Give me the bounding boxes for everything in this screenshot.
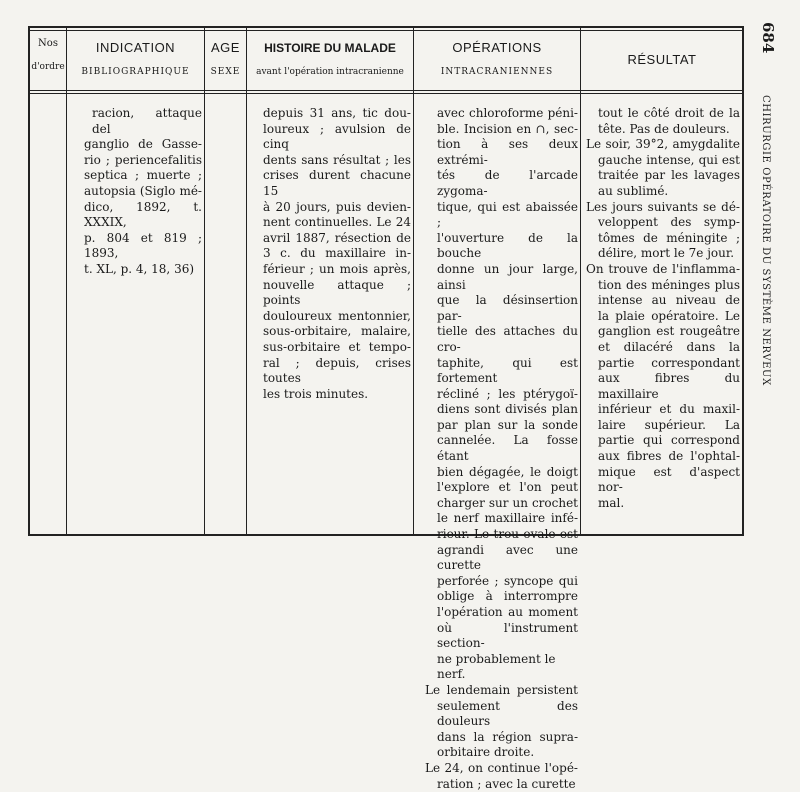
text-line: ganglion est rougeâtre	[598, 324, 740, 339]
text-line: taphite, qui est fortement	[437, 355, 578, 386]
header-rule-double	[28, 93, 744, 94]
text-line: charger sur un crochet	[437, 495, 578, 510]
column-divider-4	[413, 26, 414, 536]
header-num-sub: d'ordre	[31, 62, 65, 72]
text-line: inférieur et du maxil-	[598, 402, 740, 417]
text-line: aux fibres de l'ophtal-	[598, 449, 740, 464]
text-line: ne probablement le nerf.	[437, 651, 556, 682]
text-line: dico, 1892, t. XXXIX,	[84, 199, 202, 230]
text-line: que la désinsertion par-	[437, 293, 578, 323]
text-line: partie correspondant	[598, 355, 740, 370]
text-line: tique, qui est abaissée ;	[437, 199, 578, 230]
text-line: tion des méninges plus	[598, 277, 740, 292]
text-line: autopsia (Siglo mé-	[84, 183, 202, 198]
header-indication-sub: BIBLIOGRAPHIQUE	[81, 67, 190, 77]
text-line: aux fibres du maxillaire	[598, 371, 740, 401]
text-line: seulement des douleurs	[437, 698, 578, 729]
text-line: tielle des attaches du cro-	[437, 324, 578, 354]
header-age-title: AGE	[211, 40, 240, 55]
text-line: par plan sur la sonde	[437, 417, 578, 432]
text-line: l'ouverture de la bouche	[437, 230, 578, 261]
text-line: à 20 jours, puis devien-	[263, 199, 411, 214]
text-line: avec chloroforme péni-	[437, 106, 578, 120]
header-age-sub: SEXE	[210, 67, 241, 77]
text-line: tout le côté droit de la	[598, 106, 740, 120]
operations-column	[425, 106, 578, 792]
text-line: Le lendemain persistent	[425, 682, 578, 697]
header-histoire-sub: avant l'opération intracranienne	[256, 67, 404, 77]
text-line: récliné ; les ptérygoï-	[437, 386, 578, 401]
text-line: délire, mort le 7e jour.	[598, 246, 735, 261]
text-line: Les jours suivants se dé-	[586, 199, 740, 214]
header-histoire	[247, 41, 413, 77]
resultat-column	[586, 106, 740, 511]
text-line: ble. Incision en ∩, sec-	[437, 121, 578, 136]
text-line: orbitaire droite.	[437, 745, 535, 760]
text-line: au sublimé.	[598, 183, 669, 198]
page-number: 684	[759, 22, 777, 54]
column-divider-1	[66, 26, 67, 536]
header-num-title: Nos	[38, 38, 58, 49]
text-line: Le 24, on continue l'opé-	[425, 760, 578, 775]
header-num	[30, 38, 66, 72]
text-line: les trois minutes.	[263, 386, 369, 401]
text-line: laire supérieur. La	[598, 417, 740, 432]
text-line: douloureux mentonnier,	[263, 308, 411, 323]
text-line: ration ; avec la curette	[437, 776, 576, 791]
text-line: tômes de méningite ;	[598, 230, 740, 245]
text-line: la plaie opératoire. Le	[598, 308, 740, 323]
text-line: l'opération au moment	[437, 605, 578, 619]
text-line: 3 c. du maxillaire in-	[263, 246, 411, 261]
text-line: intense au niveau de	[598, 293, 740, 308]
text-line: loureux ; avulsion de cinq	[263, 121, 411, 152]
text-line: depuis 31 ans, tic dou-	[263, 106, 411, 120]
header-operations-title: OPÉRATIONS	[452, 40, 542, 55]
text-line: agrandi avec une curette	[437, 542, 578, 573]
text-line: racion, attaque del	[92, 106, 202, 136]
text-line: t. XL, p. 4, 18, 36)	[84, 261, 195, 276]
header-resultat-title: RÉSULTAT	[627, 52, 697, 67]
running-head: CHIRURGIE OPÉRATOIRE DU SYSTÈME NERVEUX	[760, 95, 771, 386]
text-line: nouvelle attaque ; points	[263, 277, 411, 308]
text-line: On trouve de l'inflamma-	[586, 261, 740, 276]
text-line: l'explore et l'on peut	[437, 480, 578, 495]
header-age	[205, 40, 246, 77]
text-line: tés de l'arcade zygoma-	[437, 168, 578, 198]
text-line: perforée ; syncope qui	[437, 573, 578, 588]
text-line: tion à ses deux extrémi-	[437, 137, 578, 167]
header-indication	[67, 40, 204, 77]
text-line: ganglio de Gasse-	[84, 137, 202, 152]
text-line: diens sont divisés plan	[437, 402, 578, 417]
text-line: cannelée. La fosse étant	[437, 433, 578, 464]
indication-column	[84, 106, 202, 278]
text-line: p. 804 et 819 ; 1893,	[84, 230, 202, 261]
column-divider-5	[580, 26, 581, 536]
text-line: bien dégagée, le doigt	[437, 464, 578, 479]
text-line: Le soir, 39°2, amygdalite	[586, 137, 740, 152]
text-line: donne un jour large, ainsi	[437, 261, 578, 292]
text-line: férieur ; un mois après,	[263, 261, 411, 276]
header-resultat	[581, 52, 743, 67]
header-rule	[28, 90, 744, 91]
text-line: mal.	[598, 495, 625, 510]
text-line: sus-orbitaire et tempo-	[263, 339, 411, 354]
header-operations	[414, 40, 580, 77]
text-line: dents sans résultat ; les	[263, 152, 411, 167]
text-line: gauche intense, qui est	[598, 152, 740, 167]
text-line: tête. Pas de douleurs.	[598, 121, 730, 136]
text-line: nent continuelles. Le 24	[263, 215, 411, 230]
histoire-column	[263, 106, 411, 402]
text-line: oblige à interrompre	[437, 589, 578, 604]
column-divider-3	[246, 26, 247, 536]
column-divider-2	[204, 26, 205, 536]
text-line: où l'instrument section-	[437, 620, 578, 651]
text-line: septica ; muerte ;	[84, 168, 202, 183]
text-line: et dilacéré dans la	[598, 339, 740, 354]
text-line: rio ; periencefalitis	[84, 152, 202, 167]
text-line: crises durent chacune 15	[263, 168, 411, 198]
text-line: rieur. Le trou ovale est	[437, 527, 578, 542]
frame-inner-rule	[28, 30, 744, 31]
header-operations-sub: INTRACRANIENNES	[440, 67, 554, 77]
text-line: veloppent des symp-	[598, 215, 740, 230]
text-line: traitée par les lavages	[598, 168, 740, 183]
text-line: mique est d'aspect nor-	[598, 464, 740, 495]
text-line: le nerf maxillaire infé-	[437, 511, 578, 526]
text-line: sous-orbitaire, malaire,	[263, 324, 411, 339]
header-histoire-title: HISTOIRE DU MALADE	[264, 41, 396, 55]
text-line: dans la région supra-	[437, 729, 578, 744]
text-line: avril 1887, résection de	[263, 230, 411, 245]
text-line: partie qui correspond	[598, 433, 740, 448]
text-line: ral ; depuis, crises toutes	[263, 355, 411, 386]
header-indication-title: INDICATION	[95, 40, 176, 55]
